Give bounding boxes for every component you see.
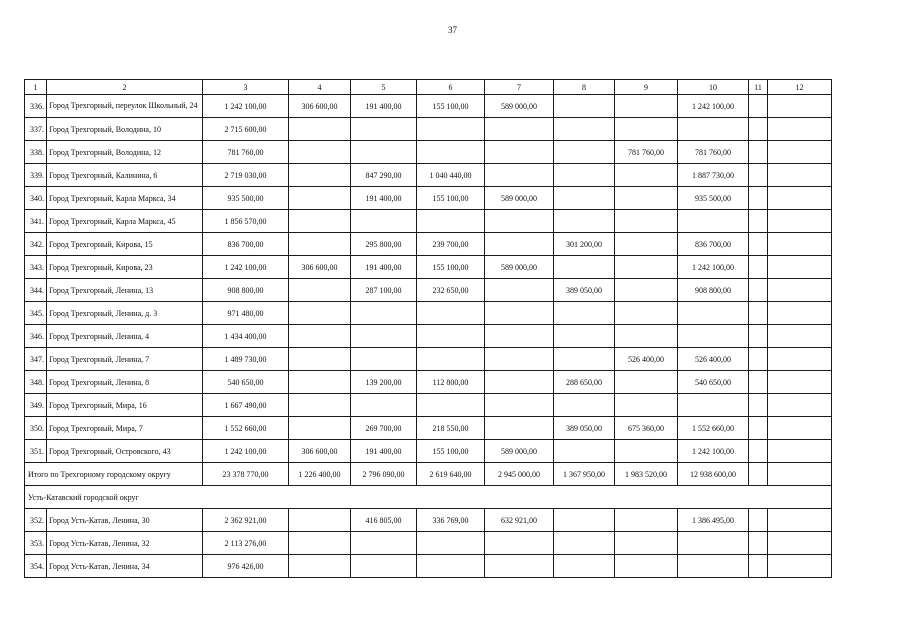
value-cell: 589 000,00	[485, 95, 554, 118]
value-cell: 139 200,00	[351, 371, 417, 394]
value-cell	[768, 348, 832, 371]
value-cell	[289, 302, 351, 325]
row-number: 346.	[25, 325, 47, 348]
value-cell	[615, 555, 678, 578]
value-cell	[768, 417, 832, 440]
value-cell	[554, 164, 615, 187]
row-number: 338.	[25, 141, 47, 164]
header-cell: 5	[351, 80, 417, 95]
row-number: 336.	[25, 95, 47, 118]
value-cell	[554, 325, 615, 348]
value-cell	[768, 95, 832, 118]
table-row	[25, 95, 832, 118]
value-cell: 191 400,00	[351, 256, 417, 279]
data-table	[24, 79, 832, 578]
value-cell	[749, 325, 768, 348]
value-cell: 2 362 921,00	[203, 509, 289, 532]
row-number: 342.	[25, 233, 47, 256]
page-number: 37	[448, 25, 457, 35]
value-cell: 1 242 100,00	[678, 256, 749, 279]
row-number: 343.	[25, 256, 47, 279]
value-cell	[554, 256, 615, 279]
address-cell: Город Трехгорный, переулок Школьный, 24	[47, 95, 203, 118]
table-row	[25, 371, 832, 394]
value-cell	[351, 118, 417, 141]
header-cell: 10	[678, 80, 749, 95]
value-cell	[749, 394, 768, 417]
value-cell	[351, 210, 417, 233]
value-cell	[749, 164, 768, 187]
value-cell	[485, 555, 554, 578]
value-cell	[485, 371, 554, 394]
table-row	[25, 233, 832, 256]
value-cell	[485, 210, 554, 233]
value-cell: 155 100,00	[417, 256, 485, 279]
value-cell	[615, 210, 678, 233]
value-cell	[351, 532, 417, 555]
value-cell	[615, 279, 678, 302]
value-cell	[749, 95, 768, 118]
header-cell: 7	[485, 80, 554, 95]
value-cell	[289, 417, 351, 440]
value-cell	[768, 440, 832, 463]
table-row	[25, 532, 832, 555]
value-cell	[485, 302, 554, 325]
value-cell	[289, 394, 351, 417]
value-cell	[485, 417, 554, 440]
value-cell	[417, 210, 485, 233]
table-row	[25, 164, 832, 187]
value-cell	[768, 118, 832, 141]
value-cell	[678, 302, 749, 325]
table-row	[25, 348, 832, 371]
value-cell: 1 434 400,00	[203, 325, 289, 348]
total-value	[768, 463, 832, 486]
value-cell	[289, 509, 351, 532]
row-number: 340.	[25, 187, 47, 210]
value-cell	[485, 279, 554, 302]
value-cell: 526 400,00	[678, 348, 749, 371]
value-cell: 155 100,00	[417, 95, 485, 118]
value-cell: 389 050,00	[554, 279, 615, 302]
value-cell: 2 113 276,00	[203, 532, 289, 555]
table-row	[25, 394, 832, 417]
section-row	[25, 486, 832, 509]
value-cell	[749, 279, 768, 302]
row-number: 350.	[25, 417, 47, 440]
value-cell: 1 242 100,00	[678, 95, 749, 118]
value-cell	[749, 509, 768, 532]
value-cell: 301 200,00	[554, 233, 615, 256]
value-cell	[485, 141, 554, 164]
value-cell	[749, 302, 768, 325]
value-cell: 2 719 030,00	[203, 164, 289, 187]
address-cell: Город Усть-Катав, Ленина, 34	[47, 555, 203, 578]
value-cell: 976 426,00	[203, 555, 289, 578]
value-cell	[417, 394, 485, 417]
value-cell	[615, 394, 678, 417]
row-number: 351.	[25, 440, 47, 463]
value-cell	[768, 210, 832, 233]
value-cell: 1 887 730,00	[678, 164, 749, 187]
address-cell: Город Трехгорный, Калинина, 6	[47, 164, 203, 187]
address-cell: Город Усть-Катав, Ленина, 30	[47, 509, 203, 532]
value-cell	[615, 95, 678, 118]
value-cell: 1 242 100,00	[678, 440, 749, 463]
total-label: Итого по Трехгорному городскому округу	[25, 463, 203, 486]
value-cell	[678, 555, 749, 578]
value-cell	[485, 348, 554, 371]
value-cell: 589 000,00	[485, 440, 554, 463]
value-cell: 908 800,00	[678, 279, 749, 302]
value-cell: 191 400,00	[351, 440, 417, 463]
value-cell	[289, 325, 351, 348]
value-cell	[678, 118, 749, 141]
address-cell: Город Трехгорный, Ленина, 13	[47, 279, 203, 302]
address-cell: Город Трехгорный, Карла Маркса, 45	[47, 210, 203, 233]
row-number: 339.	[25, 164, 47, 187]
value-cell	[678, 532, 749, 555]
value-cell: 1 242 100,00	[203, 440, 289, 463]
address-cell: Город Трехгорный, Мира, 16	[47, 394, 203, 417]
header-cell: 12	[768, 80, 832, 95]
value-cell	[749, 256, 768, 279]
value-cell: 112 800,00	[417, 371, 485, 394]
value-cell: 191 400,00	[351, 187, 417, 210]
value-cell: 416 805,00	[351, 509, 417, 532]
value-cell	[615, 187, 678, 210]
value-cell	[485, 325, 554, 348]
value-cell	[615, 440, 678, 463]
table-row	[25, 118, 832, 141]
value-cell	[749, 210, 768, 233]
value-cell	[768, 325, 832, 348]
value-cell	[615, 371, 678, 394]
address-cell: Город Усть-Катав, Ленина, 32	[47, 532, 203, 555]
value-cell	[554, 440, 615, 463]
value-cell: 836 700,00	[678, 233, 749, 256]
value-cell	[768, 509, 832, 532]
value-cell	[554, 509, 615, 532]
value-cell: 232 650,00	[417, 279, 485, 302]
value-cell: 306 600,00	[289, 256, 351, 279]
value-cell	[485, 532, 554, 555]
value-cell	[768, 256, 832, 279]
value-cell: 1 552 660,00	[203, 417, 289, 440]
value-cell	[554, 210, 615, 233]
value-cell	[417, 302, 485, 325]
table-body	[25, 80, 832, 578]
header-cell: 2	[47, 80, 203, 95]
row-number: 337.	[25, 118, 47, 141]
value-cell	[554, 95, 615, 118]
value-cell	[417, 532, 485, 555]
value-cell	[749, 233, 768, 256]
value-cell: 847 290,00	[351, 164, 417, 187]
value-cell	[417, 348, 485, 371]
header-cell: 3	[203, 80, 289, 95]
value-cell	[289, 532, 351, 555]
address-cell: Город Трехгорный, Володина, 12	[47, 141, 203, 164]
value-cell: 632 921,00	[485, 509, 554, 532]
value-cell: 1 489 730,00	[203, 348, 289, 371]
value-cell	[289, 371, 351, 394]
header-cell: 9	[615, 80, 678, 95]
address-cell: Город Трехгорный, Ленина, 4	[47, 325, 203, 348]
table-row	[25, 279, 832, 302]
header-cell: 6	[417, 80, 485, 95]
row-number: 349.	[25, 394, 47, 417]
value-cell	[615, 118, 678, 141]
address-cell: Город Трехгорный, Кирова, 23	[47, 256, 203, 279]
total-value	[749, 463, 768, 486]
value-cell	[749, 440, 768, 463]
table-row	[25, 302, 832, 325]
value-cell	[289, 164, 351, 187]
value-cell	[678, 325, 749, 348]
value-cell: 155 100,00	[417, 187, 485, 210]
total-value: 23 378 770,00	[203, 463, 289, 486]
value-cell: 1 667 490,00	[203, 394, 289, 417]
value-cell: 218 550,00	[417, 417, 485, 440]
value-cell: 306 600,00	[289, 440, 351, 463]
value-cell	[554, 348, 615, 371]
value-cell: 675 360,00	[615, 417, 678, 440]
value-cell: 1 040 440,00	[417, 164, 485, 187]
address-cell: Город Трехгорный, Мира, 7	[47, 417, 203, 440]
value-cell	[768, 279, 832, 302]
value-cell	[289, 210, 351, 233]
row-number: 354.	[25, 555, 47, 578]
header-cell: 11	[749, 80, 768, 95]
value-cell: 1 856 570,00	[203, 210, 289, 233]
value-cell: 239 700,00	[417, 233, 485, 256]
value-cell	[554, 118, 615, 141]
table-row	[25, 256, 832, 279]
value-cell	[289, 555, 351, 578]
value-cell: 589 000,00	[485, 256, 554, 279]
value-cell	[749, 118, 768, 141]
header-cell: 4	[289, 80, 351, 95]
address-cell: Город Трехгорный, Ленина, 8	[47, 371, 203, 394]
value-cell	[351, 325, 417, 348]
value-cell	[749, 348, 768, 371]
value-cell	[554, 302, 615, 325]
table-row	[25, 141, 832, 164]
value-cell	[768, 233, 832, 256]
value-cell	[768, 555, 832, 578]
table-row	[25, 325, 832, 348]
table-row	[25, 210, 832, 233]
address-cell: Город Трехгорный, Кирова, 15	[47, 233, 203, 256]
value-cell	[351, 141, 417, 164]
value-cell	[351, 394, 417, 417]
value-cell: 1 242 100,00	[203, 256, 289, 279]
value-cell	[678, 210, 749, 233]
header-cell: 1	[25, 80, 47, 95]
value-cell: 389 050,00	[554, 417, 615, 440]
value-cell	[615, 233, 678, 256]
value-cell	[289, 141, 351, 164]
header-cell: 8	[554, 80, 615, 95]
value-cell: 781 760,00	[615, 141, 678, 164]
value-cell: 295 800,00	[351, 233, 417, 256]
row-number: 347.	[25, 348, 47, 371]
value-cell	[768, 532, 832, 555]
value-cell	[749, 555, 768, 578]
address-cell: Город Трехгорный, Островского, 43	[47, 440, 203, 463]
value-cell: 1 242 100,00	[203, 95, 289, 118]
value-cell: 287 100,00	[351, 279, 417, 302]
value-cell: 540 650,00	[678, 371, 749, 394]
value-cell: 155 100,00	[417, 440, 485, 463]
value-cell	[749, 141, 768, 164]
row-number: 348.	[25, 371, 47, 394]
value-cell	[289, 187, 351, 210]
value-cell	[351, 302, 417, 325]
value-cell	[289, 118, 351, 141]
value-cell	[749, 417, 768, 440]
value-cell	[615, 164, 678, 187]
value-cell	[768, 302, 832, 325]
value-cell	[615, 325, 678, 348]
value-cell: 2 715 600,00	[203, 118, 289, 141]
address-cell: Город Трехгорный, Ленина, 7	[47, 348, 203, 371]
section-title: Усть-Катавский городской округ	[25, 486, 832, 509]
value-cell	[554, 555, 615, 578]
value-cell: 526 400,00	[615, 348, 678, 371]
total-value: 2 619 640,00	[417, 463, 485, 486]
value-cell	[615, 509, 678, 532]
value-cell: 191 400,00	[351, 95, 417, 118]
value-cell: 336 769,00	[417, 509, 485, 532]
value-cell	[749, 371, 768, 394]
value-cell	[768, 187, 832, 210]
table-row	[25, 187, 832, 210]
value-cell	[768, 164, 832, 187]
total-value: 2 796 090,00	[351, 463, 417, 486]
value-cell	[678, 394, 749, 417]
value-cell	[289, 348, 351, 371]
value-cell: 288 650,00	[554, 371, 615, 394]
row-number: 352.	[25, 509, 47, 532]
value-cell: 540 650,00	[203, 371, 289, 394]
table-row	[25, 509, 832, 532]
value-cell	[417, 141, 485, 164]
value-cell: 781 760,00	[203, 141, 289, 164]
row-number: 344.	[25, 279, 47, 302]
total-value: 1 983 520,00	[615, 463, 678, 486]
value-cell	[554, 532, 615, 555]
value-cell	[554, 187, 615, 210]
row-number: 345.	[25, 302, 47, 325]
value-cell: 589 000,00	[485, 187, 554, 210]
value-cell: 836 700,00	[203, 233, 289, 256]
value-cell: 269 700,00	[351, 417, 417, 440]
value-cell	[768, 394, 832, 417]
value-cell	[417, 325, 485, 348]
value-cell	[615, 532, 678, 555]
value-cell	[417, 118, 485, 141]
value-cell	[351, 348, 417, 371]
value-cell	[554, 141, 615, 164]
value-cell	[485, 164, 554, 187]
table-row	[25, 555, 832, 578]
value-cell: 971 480,00	[203, 302, 289, 325]
value-cell	[768, 371, 832, 394]
total-value: 1 226 400,00	[289, 463, 351, 486]
value-cell	[749, 532, 768, 555]
value-cell	[485, 394, 554, 417]
value-cell	[615, 302, 678, 325]
value-cell	[351, 555, 417, 578]
header-row	[25, 80, 832, 95]
value-cell: 1 386 495,00	[678, 509, 749, 532]
value-cell	[749, 187, 768, 210]
address-cell: Город Трехгорный, Володина, 10	[47, 118, 203, 141]
value-cell	[615, 256, 678, 279]
value-cell	[768, 141, 832, 164]
value-cell	[554, 394, 615, 417]
value-cell	[417, 555, 485, 578]
address-cell: Город Трехгорный, Ленина, д. 3	[47, 302, 203, 325]
total-value: 1 367 950,00	[554, 463, 615, 486]
value-cell: 1 552 660,00	[678, 417, 749, 440]
value-cell	[485, 118, 554, 141]
table-row	[25, 417, 832, 440]
address-cell: Город Трехгорный, Карла Маркса, 34	[47, 187, 203, 210]
total-row	[25, 463, 832, 486]
row-number: 341.	[25, 210, 47, 233]
value-cell: 935 500,00	[678, 187, 749, 210]
row-number: 353.	[25, 532, 47, 555]
total-value: 12 938 600,00	[678, 463, 749, 486]
value-cell: 908 800,00	[203, 279, 289, 302]
value-cell	[289, 279, 351, 302]
value-cell: 781 760,00	[678, 141, 749, 164]
value-cell	[289, 233, 351, 256]
total-value: 2 945 000,00	[485, 463, 554, 486]
value-cell: 306 600,00	[289, 95, 351, 118]
table-row	[25, 440, 832, 463]
value-cell: 935 500,00	[203, 187, 289, 210]
value-cell	[485, 233, 554, 256]
